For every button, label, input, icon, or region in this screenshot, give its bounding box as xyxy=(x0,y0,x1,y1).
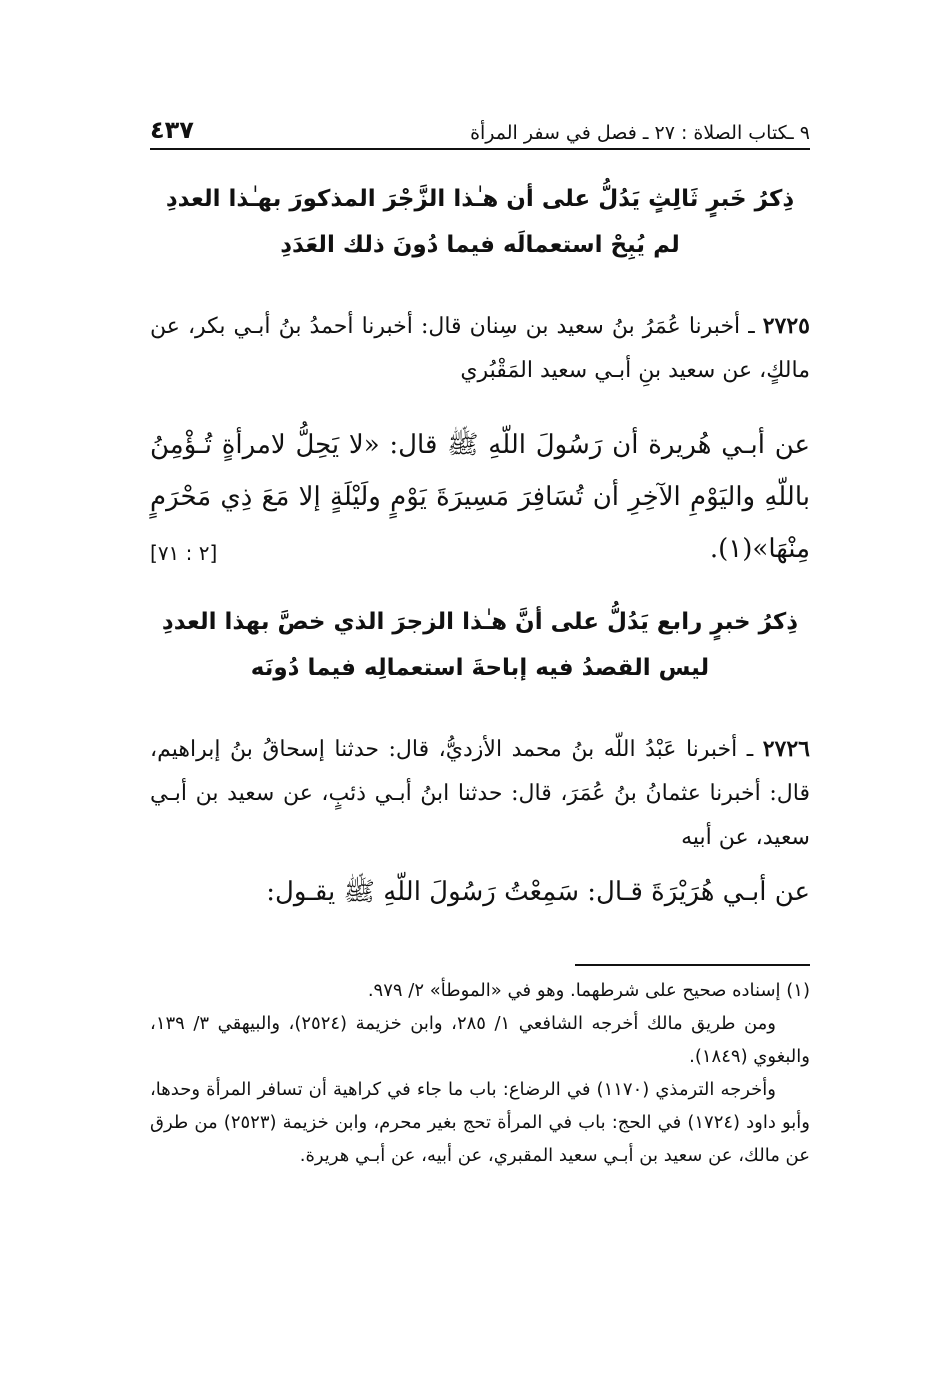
section-heading-4 xyxy=(150,599,810,691)
spacer xyxy=(150,918,810,964)
spacer xyxy=(150,691,810,727)
page-header xyxy=(150,108,810,150)
heading-line: لم يُبِحْ استعمالَه فيما دُونَ ذلك العَدَدِ xyxy=(280,232,680,258)
spacer xyxy=(150,393,810,419)
running-title: ٩ ـكتاب الصلاة : ٢٧ ـ فصل في سفر المرأة xyxy=(470,122,810,144)
hadith-reference: [٢ : ٧١] xyxy=(150,541,218,565)
matn-text: عن أبـي هُريرة أن رَسُولَ اللّهِ ﷺ قال: «لا يَحِلُّ لامرأةٍ تُـؤْمِنُ باللّهِ واليَوْمِ الآخِرِ أن تُسَافِرَ مَسِيرَةَ يَوْمٍ ولَيْلَةٍ إلا مَعَ ذِي مَحْرَمٍ مِنْهَا»(١). xyxy=(150,430,810,564)
matn-text: عن أبـي هُرَيْرَةَ قـال: سَمِعْتُ رَسُولَ اللّهِ ﷺ يقـول: xyxy=(266,877,810,907)
spacer xyxy=(150,268,810,304)
hadith-isnad xyxy=(150,304,810,393)
hadith-number: ٢٧٢٥ xyxy=(762,313,810,339)
footnotes xyxy=(150,974,810,1172)
footnote-1-continuation: وأخرجه الترمذي (١١٧٠) في الرضاع: باب ما جاء في كراهية أن تسافر المرأة وحدها، وأبو داود (١٧٢٤) في الحج: باب في المرأة تحج بغير محرم، وابن خزيمة (٢٥٢٣) من طرق عن مالك، عن سعيد بن أبـي سعيد المقبري، عن أبيه، عن أبـي هريرة. xyxy=(150,1079,810,1166)
isnad-text: ـ أخبرنا عُمَرُ بنُ سعيد بن سِنان قال: أخبرنا أحمدُ بنُ أبـي بكر، عن مالكٍ، عن سعيد بنِ أبـي سعيد المَقْبُري xyxy=(150,314,810,383)
book-page xyxy=(150,108,810,1358)
hadith-matn xyxy=(150,419,810,575)
hadith-isnad xyxy=(150,727,810,860)
footnote-1-continuation: ومن طريق مالك أخرجه الشافعي ١/ ٢٨٥، وابن خزيمة (٢٥٢٤)، والبيهقي ٣/ ١٣٩، والبغوي (١٨٤٩). xyxy=(150,1013,810,1067)
hadith-number: ٢٧٢٦ xyxy=(762,736,810,762)
spacer xyxy=(150,150,810,176)
spacer xyxy=(150,966,810,974)
page-number: ٤٣٧ xyxy=(150,116,194,144)
spacer xyxy=(150,575,810,599)
footnote-1: (١) إسناده صحيح على شرطهما. وهو في «الموطأ» ٢/ ٩٧٩. xyxy=(367,980,810,1001)
heading-line: ذِكرُ خبرٍ رابع يَدُلُّ على أنَّ هـٰذا الزجرَ الذي خصَّ بهذا العددِ xyxy=(161,609,799,635)
heading-line: ذِكرُ خَبرٍ ثَالِثٍ يَدُلُّ على أن هـٰذا الزَّجْرَ المذكورَ بهـٰذا العددِ xyxy=(165,186,795,212)
heading-line: ليس القصدُ فيه إباحةَ استعمالِه فيما دُونَه xyxy=(250,655,710,681)
hadith-matn xyxy=(150,866,810,918)
section-heading-3 xyxy=(150,176,810,268)
isnad-text: ـ أخبرنا عَبْدُ اللّه بنُ محمد الأزديُّ، قال: حدثنا إسحاقُ بنُ إبراهيم، قال: أخبرنا عثمانُ بنُ عُمَرَ، قال: حدثنا ابنُ أبـي ذئبٍ، عن سعيد بن أبـي سعيد، عن أبيه xyxy=(150,737,810,850)
